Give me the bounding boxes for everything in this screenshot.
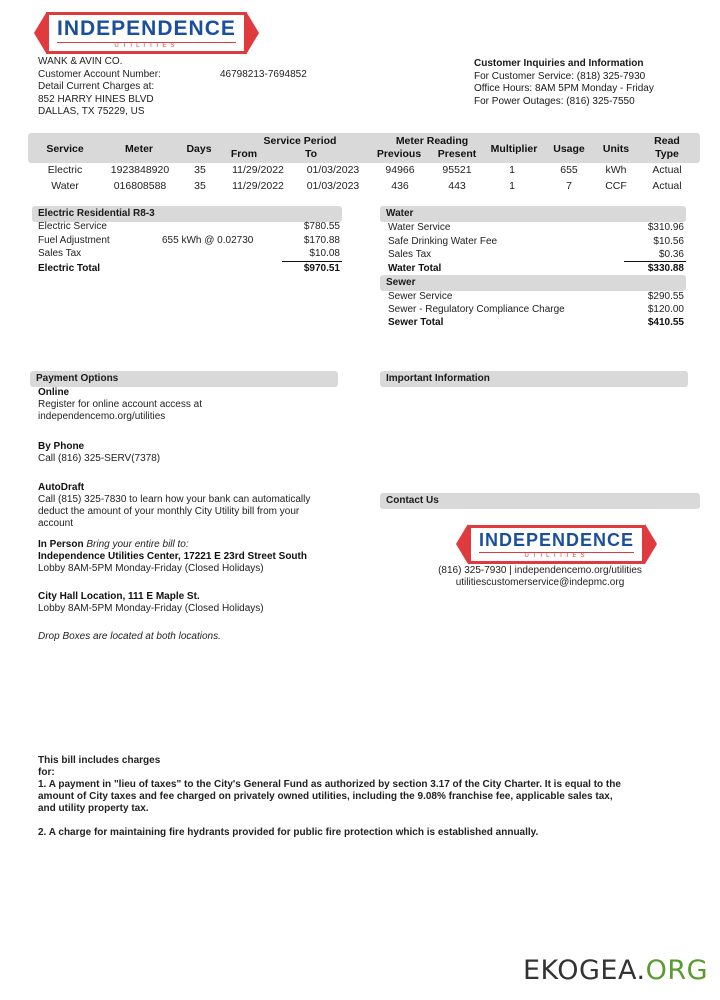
sewer-service-label: Sewer Service (388, 291, 453, 302)
col-meter: Meter (124, 143, 153, 155)
col-multiplier: Multiplier (490, 143, 538, 155)
row-water-read-type: Actual (652, 180, 682, 192)
online-line-1: Register for online account access at (38, 399, 202, 410)
phone-line: Call (816) 325-SERV(7378) (38, 453, 161, 464)
detail-charges-label: Detail Current Charges at: (38, 81, 155, 93)
water-sales-tax-amount: $0.36 (658, 249, 684, 260)
electric-sales-tax-amount: $10.08 (309, 248, 340, 259)
sewer-regulatory-charge-label: Sewer - Regulatory Compliance Charge (388, 304, 565, 315)
water-total-label: Water Total (388, 263, 442, 274)
electric-service-label: Electric Service (38, 221, 107, 232)
sewer-regulatory-charge-amount: $120.00 (647, 304, 684, 315)
logo-subtitle: UTILITIES (57, 42, 236, 49)
service-city: DALLAS, TX 75229, US (38, 106, 145, 118)
col-service: Service (46, 143, 84, 155)
row-electric-read-type: Actual (652, 164, 682, 176)
drop-boxes-note: Drop Boxes are located at both locations. (38, 631, 221, 642)
row-electric-previous: 94966 (385, 164, 415, 176)
col-usage: Usage (553, 143, 585, 155)
online-heading: Online (38, 387, 70, 398)
fuel-adjustment-amount: $170.88 (303, 235, 340, 246)
contact-logo-subtitle: UTILITIES (479, 552, 634, 559)
water-total-amount: $330.88 (647, 263, 684, 274)
autodraft-line-1: Call (815) 325-7830 to learn how your bank can automatically (38, 494, 311, 505)
note-1-line-3: and utility property tax. (38, 803, 149, 814)
electric-total-label: Electric Total (38, 263, 101, 274)
row-water-present: 443 (448, 180, 466, 192)
water-service-amount: $310.96 (647, 222, 684, 233)
account-number-label: Customer Account Number: (38, 68, 161, 80)
sewer-total-amount: $410.55 (647, 317, 684, 328)
safe-drinking-water-fee-label: Safe Drinking Water Fee (388, 236, 498, 247)
row-water-to: 01/03/2023 (306, 180, 360, 192)
col-days: Days (186, 143, 212, 155)
col-read: Read (654, 135, 680, 147)
col-present: Present (437, 148, 477, 160)
electric-total-rule (282, 261, 342, 262)
watermark (523, 955, 708, 986)
customer-inquiries (474, 58, 714, 108)
contact-phone-web[interactable]: (816) 325-7930 | independencemo.org/utilities (438, 565, 642, 576)
service-street: 852 HARRY HINES BLVD (38, 93, 154, 105)
row-electric-units: kWh (605, 164, 627, 176)
contact-email[interactable]: utilitiescustomerservice@indepmc.org (455, 577, 625, 588)
electric-total-amount: $970.51 (303, 263, 340, 274)
fuel-adjustment-calc: 655 kWh @ 0.02730 (162, 235, 254, 246)
notes-intro-2: for: (38, 767, 55, 778)
account-number: 46798213-7694852 (220, 68, 307, 80)
in-person-note: Bring your entire bill to: (86, 539, 189, 550)
contact-logo-wordmark: INDEPENDENCE (479, 529, 635, 550)
row-electric-meter: 1923848920 (110, 164, 170, 176)
row-water-previous: 436 (391, 180, 409, 192)
electric-service-amount: $780.55 (303, 221, 340, 232)
logo-right-chevron (247, 13, 259, 53)
important-information-header: Important Information (380, 371, 688, 387)
autodraft-line-3: account (38, 518, 74, 529)
autodraft-line-2: deduct the amount of your monthly City Utility bill from your (38, 506, 300, 517)
col-to: To (304, 148, 318, 160)
contact-logo-left-chevron (456, 524, 468, 564)
row-water-service: Water (51, 180, 79, 192)
watermark-right: ORG (645, 955, 708, 986)
note-2: 2. A charge for maintaining fire hydrants provided for public fire protection which is established annually. (38, 827, 539, 838)
city-hall-hours: Lobby 8AM-5PM Monday-Friday (Closed Holidays) (38, 603, 264, 614)
city-hall-heading: City Hall Location, 111 E Maple St. (38, 591, 200, 602)
col-type: Type (655, 148, 679, 160)
contact-logo (456, 524, 657, 564)
utilities-center-address: Independence Utilities Center, 17221 E 23rd Street South (38, 551, 307, 562)
sewer-section-header: Sewer (380, 275, 686, 291)
row-water-multiplier: 1 (509, 180, 515, 192)
customer-name: WANK & AVIN CO. (38, 56, 123, 67)
logo-box (46, 12, 247, 54)
col-meter-reading: Meter Reading (395, 135, 469, 147)
autodraft-heading: AutoDraft (38, 482, 85, 493)
row-electric-from: 11/29/2022 (232, 164, 284, 176)
water-service-label: Water Service (388, 222, 451, 233)
utility-logo (34, 12, 259, 54)
row-electric-present: 95521 (442, 164, 472, 176)
contact-logo-box (468, 525, 645, 564)
fuel-adjustment-label: Fuel Adjustment (38, 235, 110, 246)
row-water-units: CCF (605, 180, 627, 192)
watermark-left: EKOGEA. (522, 955, 646, 986)
col-from: From (230, 148, 258, 160)
col-service-period: Service Period (263, 135, 337, 147)
col-units: Units (602, 143, 630, 155)
utilities-center-hours: Lobby 8AM-5PM Monday-Friday (Closed Holidays) (38, 563, 264, 574)
power-outage-phone: For Power Outages: (816) 325-7550 (474, 95, 635, 107)
electric-section-header: Electric Residential R8-3 (32, 206, 342, 222)
sewer-service-amount: $290.55 (647, 291, 684, 302)
water-sales-tax-label: Sales Tax (388, 249, 432, 260)
logo-wordmark: INDEPENDENCE (57, 17, 236, 40)
notes-intro-1: This bill includes charges (38, 755, 161, 766)
safe-drinking-water-fee-amount: $10.56 (653, 236, 684, 247)
row-water-from: 11/29/2022 (232, 180, 284, 192)
row-water-meter: 016808588 (113, 180, 167, 192)
office-hours: Office Hours: 8AM 5PM Monday - Friday (474, 83, 654, 95)
sewer-total-label: Sewer Total (388, 317, 444, 328)
row-electric-service: Electric (47, 164, 83, 176)
customer-address (38, 56, 378, 119)
contact-logo-right-chevron (645, 524, 657, 564)
contact-us-header: Contact Us (380, 493, 700, 509)
water-section-header: Water (380, 206, 686, 222)
customer-service-phone: For Customer Service: (818) 325-7930 (474, 70, 646, 82)
row-water-usage: 7 (566, 180, 572, 192)
payment-options-header: Payment Options (30, 371, 338, 387)
phone-heading: By Phone (38, 441, 85, 452)
row-water-days: 35 (194, 180, 206, 192)
row-electric-usage: 655 (560, 164, 578, 176)
online-link[interactable]: independencemo.org/utilities (38, 411, 166, 422)
row-electric-to: 01/03/2023 (306, 164, 360, 176)
row-electric-days: 35 (194, 164, 206, 176)
note-1-line-1: 1. A payment in "lieu of taxes" to the City's General Fund as authorized by section 3.17 of the City Charter. It is equal to the (38, 779, 621, 790)
electric-sales-tax-label: Sales Tax (38, 248, 82, 259)
in-person-heading: In Person (38, 539, 84, 550)
note-1-line-2: amount of City taxes and fee charged on privately owned utilities, including the 9.08% franchise fee, applicable sales tax, (38, 791, 613, 802)
payment-options (38, 387, 358, 643)
col-previous: Previous (376, 148, 422, 160)
logo-left-chevron (34, 13, 46, 53)
inquiries-title: Customer Inquiries and Information (474, 58, 644, 69)
water-total-rule (624, 261, 686, 262)
row-electric-multiplier: 1 (509, 164, 515, 176)
bill-notes (38, 755, 708, 839)
